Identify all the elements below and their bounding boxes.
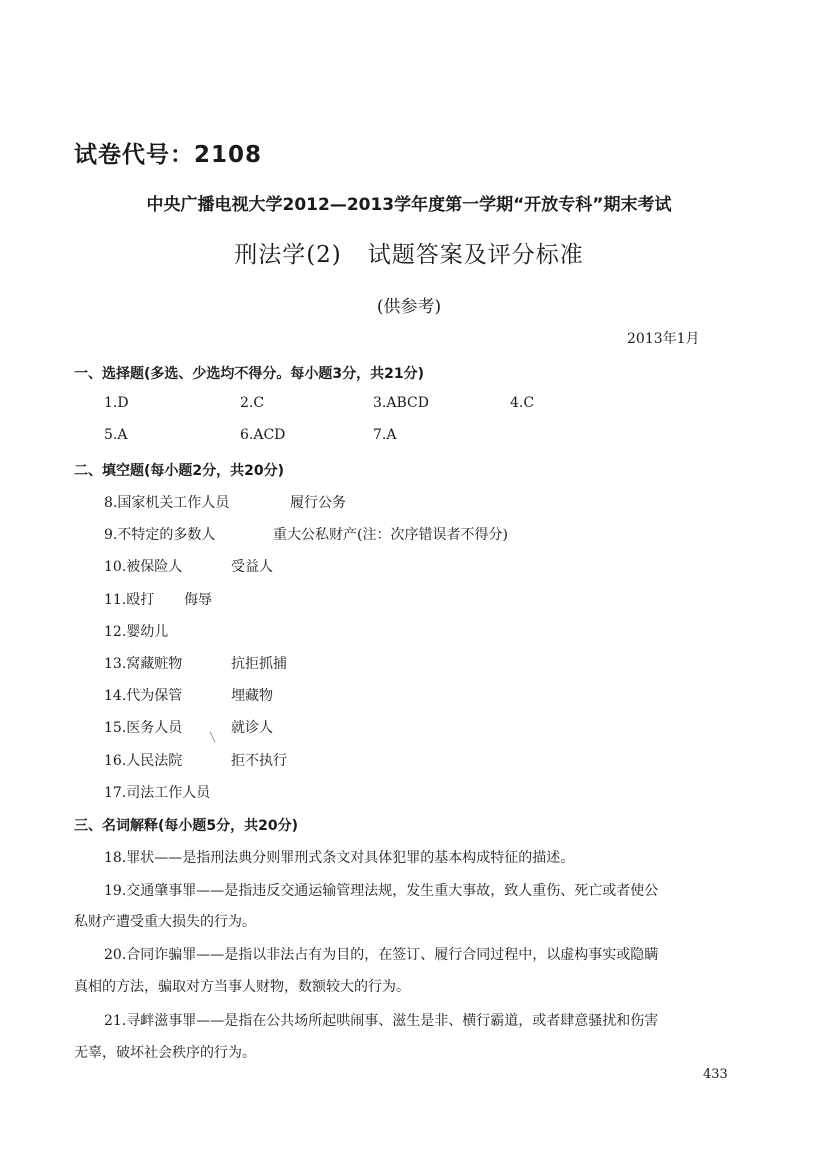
fill-answer-b: 抗拒抓捕 xyxy=(231,656,287,672)
choice-answer: 5.A xyxy=(104,427,128,443)
page-number: 433 xyxy=(703,1067,728,1082)
fill-answer-a: 8.国家机关工作人员 xyxy=(104,495,230,511)
choice-answer: 6.ACD xyxy=(240,427,286,443)
fill-answer-a: 9.不特定的多数人 xyxy=(104,527,216,543)
fill-answer-b: 履行公务 xyxy=(290,495,346,511)
fill-answer-b: 重大公私财产(注：次序错误者不得分) xyxy=(273,527,508,543)
fill-answer-a: 16.人民法院 xyxy=(104,753,183,769)
subject-suffix: 试题答案及评分标准 xyxy=(367,242,584,268)
choice-answer: 1.D xyxy=(104,395,129,411)
subject-title xyxy=(0,236,818,269)
fill-answer-b: 侮辱 xyxy=(184,592,212,608)
for-reference-note: (供参考) xyxy=(376,297,442,317)
fill-answer-a: 10.被保险人 xyxy=(104,559,183,575)
definition-19-line2: 私财产遭受重大损失的行为。 xyxy=(74,914,256,930)
choice-answer: 2.C xyxy=(240,395,265,411)
fill-answer-b: 埋藏物 xyxy=(231,688,273,704)
fill-answer-b: 拒不执行 xyxy=(231,753,287,769)
stray-mark xyxy=(210,731,216,742)
fill-answer-a: 13.窝藏赃物 xyxy=(104,656,183,672)
fill-answer-b: 就诊人 xyxy=(231,720,273,736)
section2-heading: 二、填空题(每小题2分，共20分) xyxy=(74,463,285,479)
definition-19-line1: 19.交通肇事罪——是指违反交通运输管理法规，发生重大事故，致人重伤、死亡或者使公 xyxy=(104,883,659,899)
choice-answer: 7.A xyxy=(373,427,397,443)
exam-title: 中央广播电视大学2012—2013学年度第一学期“开放专科”期末考试 xyxy=(146,195,672,215)
fill-answer-a: 17.司法工作人员 xyxy=(104,785,211,801)
fill-answer-a: 11.殴打 xyxy=(104,592,155,608)
paper-code-label: 试卷代号：2108 xyxy=(74,142,263,168)
subject-name: 刑法学(2) xyxy=(234,242,342,268)
definition-21-line1: 21.寻衅滋事罪——是指在公共场所起哄闹事、滋生是非、横行霸道，或者肆意骚扰和伤害 xyxy=(104,1013,659,1029)
definition-20-line2: 真相的方法，骗取对方当事人财物，数额较大的行为。 xyxy=(74,979,410,995)
choice-answer: 3.ABCD xyxy=(373,395,429,411)
definition-20-line1: 20.合同诈骗罪——是指以非法占有为目的，在签订、履行合同过程中，以虚构事实或隐瞒 xyxy=(104,947,659,963)
definition-21-line2: 无辜，破坏社会秩序的行为。 xyxy=(74,1045,256,1061)
fill-answer-b: 受益人 xyxy=(231,559,273,575)
fill-answer-a: 14.代为保管 xyxy=(104,688,183,704)
definition-18: 18.罪状——是指刑法典分则罪刑式条文对具体犯罪的基本构成特征的描述。 xyxy=(104,850,575,866)
exam-date: 2013年1月 xyxy=(627,331,700,347)
fill-answer-a: 15.医务人员 xyxy=(104,720,183,736)
choice-answer: 4.C xyxy=(510,395,535,411)
section1-heading: 一、选择题(多选、少选均不得分。每小题3分，共21分) xyxy=(74,366,425,382)
section3-heading: 三、名词解释(每小题5分，共20分) xyxy=(74,818,299,834)
fill-answer-a: 12.婴幼儿 xyxy=(104,624,169,640)
